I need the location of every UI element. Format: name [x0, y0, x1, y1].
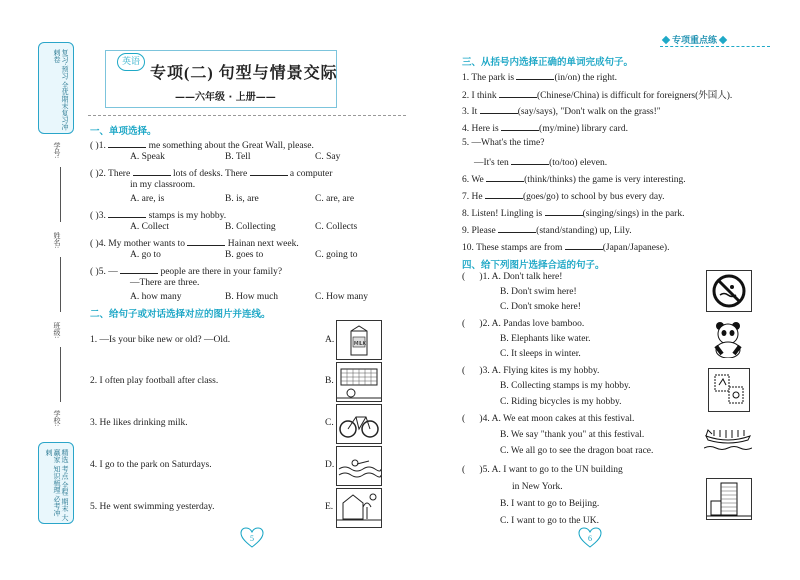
- q1-number: 1.: [98, 141, 106, 151]
- q2-continuation: in my classroom.: [130, 180, 196, 190]
- match-sentence-2: 2. I often play football after class.: [90, 376, 219, 386]
- fill-text: 5. —What's the time?: [462, 138, 545, 148]
- top-right-banner: [660, 33, 729, 46]
- answer-paren[interactable]: (: [462, 465, 480, 475]
- q2-option-b: B. is, are: [225, 194, 259, 204]
- fill-hint: (in/on) the right.: [554, 73, 617, 83]
- diamond-icon: [662, 36, 670, 44]
- answer-blank[interactable]: [250, 166, 288, 176]
- match-label-a: A.: [325, 335, 335, 345]
- q2-text: a computer: [287, 169, 333, 179]
- fill-text: 3. It: [462, 107, 478, 117]
- football-goal-icon: [337, 363, 381, 401]
- pic-q2-line: [462, 319, 584, 329]
- fill-9: [462, 223, 632, 236]
- pic-q4-option-c: C. We all go to see the dragon boat race.: [500, 446, 654, 456]
- banner-rule: [660, 46, 770, 47]
- answer-paren[interactable]: (: [462, 414, 480, 424]
- fill-hint: (goes/go) to school by bus every day.: [522, 192, 665, 202]
- answer-blank[interactable]: [108, 138, 146, 148]
- binding-sidebar: [38, 42, 72, 542]
- pic-q2-option-a: A. Pandas love bamboo.: [491, 319, 585, 329]
- q5-line: [90, 264, 282, 277]
- pic-q1-option-b: B. Don't swim here!: [500, 287, 577, 297]
- q3-text: stamps is my hobby.: [146, 211, 227, 221]
- pic-q4-option-b: B. We say "thank you" at this festival.: [500, 430, 645, 440]
- diamond-icon: [719, 36, 727, 44]
- answer-blank[interactable]: [545, 206, 583, 216]
- fill-6: [462, 172, 686, 185]
- pic-q1-option-a: A. Don't talk here!: [491, 272, 563, 282]
- answer-blank[interactable]: [499, 88, 537, 98]
- q5-option-b: B. How much: [225, 292, 279, 302]
- q5-option-c: C. How many: [315, 292, 369, 302]
- answer-paren[interactable]: ( ): [90, 141, 99, 151]
- sidebar-top-box: [38, 42, 74, 134]
- panda-icon: [708, 318, 748, 358]
- q1-line: [90, 138, 314, 151]
- skyscraper-icon: [707, 479, 751, 519]
- match-label-b: B.: [325, 376, 334, 386]
- q3-number: 3.: [98, 211, 106, 221]
- fill-text: 9. Please: [462, 226, 496, 236]
- fill-text: 2. I think: [462, 91, 497, 101]
- fill-2: [462, 87, 732, 101]
- swimmer-icon: [337, 447, 381, 485]
- q1-option-c: C. Say: [315, 152, 341, 162]
- q2-option-a: A. are, is: [130, 194, 165, 204]
- q1-option-a: A. Speak: [130, 152, 165, 162]
- answer-blank[interactable]: [501, 121, 539, 131]
- section-1-title: 一、单项选择。: [90, 126, 157, 137]
- milk-carton-picture[interactable]: [336, 320, 382, 360]
- pic-q4-number: )4.: [479, 414, 490, 424]
- fill-hint: (think/thinks) the game is very interesting.: [524, 175, 686, 185]
- milk-carton-icon: [337, 321, 381, 359]
- answer-paren[interactable]: ( ): [90, 267, 99, 277]
- subject-badge: 英语: [117, 53, 145, 71]
- pic-q4-line: [462, 414, 634, 424]
- q4-text: Hainan next week.: [225, 239, 299, 249]
- match-label-e: E.: [325, 502, 334, 512]
- bicycle-icon: [337, 405, 381, 443]
- answer-paren[interactable]: ( ): [90, 211, 99, 221]
- q1-option-b: B. Tell: [225, 152, 251, 162]
- number-label: 学号:: [53, 142, 61, 159]
- page-subtitle: ——六年级 · 上册——: [175, 92, 276, 103]
- pic-q5-number: )5.: [479, 465, 490, 475]
- answer-blank[interactable]: [133, 166, 171, 176]
- answer-blank[interactable]: [516, 70, 554, 80]
- fill-text: 4. Here is: [462, 124, 499, 134]
- answer-blank[interactable]: [511, 155, 549, 165]
- fill-text: 7. He: [462, 192, 483, 202]
- q4-option-b: B. goes to: [225, 250, 264, 260]
- q4-line: [90, 236, 299, 249]
- answer-blank[interactable]: [498, 223, 536, 233]
- fill-text: 1. The park is: [462, 73, 515, 83]
- header-rule: [88, 115, 406, 116]
- banner-text: 专项重点练: [672, 36, 718, 46]
- pic-q1-line: [462, 272, 562, 282]
- match-sentence-3: 3. He likes drinking milk.: [90, 418, 188, 428]
- fill-text: 6. We: [462, 175, 484, 185]
- pic-q3-line: [462, 366, 599, 376]
- q5-number: 5. —: [98, 267, 118, 277]
- fill-text: —It's ten: [474, 158, 509, 168]
- q5-continuation: —There are three.: [130, 278, 200, 288]
- q3-option-b: B. Collecting: [225, 222, 276, 232]
- sidebar-top-text: 复习·预习 全优期末复习冲刺卷: [53, 49, 69, 131]
- pic-q5-option-c: C. I want to go to the UK.: [500, 516, 599, 526]
- section-3-title: 三、从括号内选择正确的单词完成句子。: [462, 57, 634, 68]
- pic-q2-option-c: C. It sleeps in winter.: [500, 349, 581, 359]
- q2-option-c: C. are, are: [315, 194, 355, 204]
- answer-paren[interactable]: (: [462, 272, 480, 282]
- q5-text: people are there in your family?: [158, 267, 283, 277]
- fill-8: [462, 206, 684, 219]
- no-swimming-sign-picture[interactable]: [706, 270, 752, 312]
- answer-paren[interactable]: ( ): [90, 169, 99, 179]
- answer-paren[interactable]: (: [462, 319, 480, 329]
- class-label: 班级:: [53, 322, 61, 339]
- answer-blank[interactable]: [187, 236, 225, 246]
- match-sentence-1: 1. —Is your bike new or old? —Old.: [90, 335, 231, 345]
- section-4-title: 四、给下列图片选择合适的句子。: [462, 260, 605, 271]
- fill-hint: (my/mine) library card.: [539, 124, 628, 134]
- q4-option-a: A. go to: [130, 250, 161, 260]
- pic-q3-option-c: C. Riding bicycles is my hobby.: [500, 397, 622, 407]
- pic-q5-line: [462, 465, 623, 475]
- pic-q4-option-a: A. We eat moon cakes at this festival.: [491, 414, 635, 424]
- q3-option-c: C. Collects: [315, 222, 358, 232]
- pic-q3-option-a: A. Flying kites is my hobby.: [491, 366, 600, 376]
- answer-blank[interactable]: [565, 240, 603, 250]
- fill-text: 8. Listen! Lingling is: [462, 209, 543, 219]
- no-swimming-icon: [707, 271, 751, 311]
- pic-q5-option-a-cont: in New York.: [512, 482, 563, 492]
- svg-text:MILK: MILK: [354, 341, 366, 347]
- fill-hint: (Japan/Japanese).: [602, 243, 670, 253]
- fill-3: [462, 104, 661, 117]
- fill-5: [462, 138, 544, 148]
- fill-7: [462, 189, 665, 202]
- match-sentence-4: 4. I go to the park on Saturdays.: [90, 460, 212, 470]
- page-title: 专项(二) 句型与情景交际: [150, 65, 338, 82]
- q3-line: [90, 208, 226, 221]
- fill-hint: (Chinese/China) is difficult for foreigners(外国人).: [536, 91, 733, 101]
- pic-q1-number: )1.: [479, 272, 490, 282]
- dragon-boat-icon: [704, 418, 752, 454]
- fill-10: [462, 240, 669, 253]
- sidebar-bottom-text: 精选 考点 全程 期末 大赢家 知识梳理 必考冲刺: [45, 449, 69, 521]
- page-number-left: 5: [250, 534, 254, 543]
- sidebar-bottom-box: [38, 442, 74, 524]
- fill-text: 10. These stamps are from: [462, 243, 563, 253]
- pic-q5-option-b: B. I want to go to Beijing.: [500, 499, 600, 509]
- park-picture[interactable]: [336, 488, 382, 528]
- match-sentence-5: 5. He went swimming yesterday.: [90, 502, 215, 512]
- q4-option-c: C. going to: [315, 250, 358, 260]
- q2-line: [90, 166, 332, 179]
- name-line: [60, 257, 61, 312]
- pic-q2-option-b: B. Elephants like water.: [500, 334, 591, 344]
- q2-text-mid: lots of desks. There: [170, 169, 250, 179]
- fill-hint: (to/too) eleven.: [549, 158, 608, 168]
- pic-q2-number: )2.: [479, 319, 490, 329]
- name-label: 姓名:: [53, 232, 61, 249]
- fill-hint: (say/says), "Don't walk on the grass!": [517, 107, 661, 117]
- class-line: [60, 347, 61, 402]
- answer-paren[interactable]: ( ): [90, 239, 99, 249]
- answer-blank[interactable]: [120, 264, 158, 274]
- answer-blank[interactable]: [108, 208, 146, 218]
- un-building-picture[interactable]: [706, 478, 752, 520]
- panda-picture[interactable]: [708, 318, 748, 358]
- dragon-boat-picture[interactable]: [704, 418, 752, 454]
- stamp-collection-icon: [709, 369, 749, 411]
- answer-blank[interactable]: [486, 172, 524, 182]
- football-field-picture[interactable]: [336, 362, 382, 402]
- pic-q3-option-b: B. Collecting stamps is my hobby.: [500, 381, 631, 391]
- q1-text: me something about the Great Wall, please.: [146, 141, 314, 151]
- page-number-right: 6: [588, 534, 592, 543]
- fill-4: [462, 121, 628, 134]
- swimming-picture[interactable]: [336, 446, 382, 486]
- q5-option-a: A. how many: [130, 292, 182, 302]
- section-2-title: 二、给句子或对话选择对应的图片并连线。: [90, 309, 271, 320]
- fill-hint: (stand/standing) up, Lily.: [536, 226, 632, 236]
- q4-number: 4. My mother wants to: [98, 239, 185, 249]
- answer-blank[interactable]: [480, 104, 518, 114]
- fill-hint: (singing/sings) in the park.: [582, 209, 685, 219]
- bicycle-picture[interactable]: [336, 404, 382, 444]
- pic-q5-option-a: A. I want to go to the UN building: [491, 465, 623, 475]
- pic-q3-number: )3.: [479, 366, 490, 376]
- fill-5-answer: [474, 155, 607, 168]
- park-icon: [337, 489, 381, 527]
- answer-paren[interactable]: (: [462, 366, 480, 376]
- fill-1: [462, 70, 617, 83]
- pic-q1-option-c: C. Don't smoke here!: [500, 302, 581, 312]
- number-line: [60, 167, 61, 222]
- match-label-d: D.: [325, 460, 335, 470]
- school-label: 学校:: [53, 410, 61, 427]
- q2-number: 2. There: [98, 169, 131, 179]
- q3-option-a: A. Collect: [130, 222, 170, 232]
- answer-blank[interactable]: [485, 189, 523, 199]
- stamps-picture[interactable]: [708, 368, 750, 412]
- match-label-c: C.: [325, 418, 334, 428]
